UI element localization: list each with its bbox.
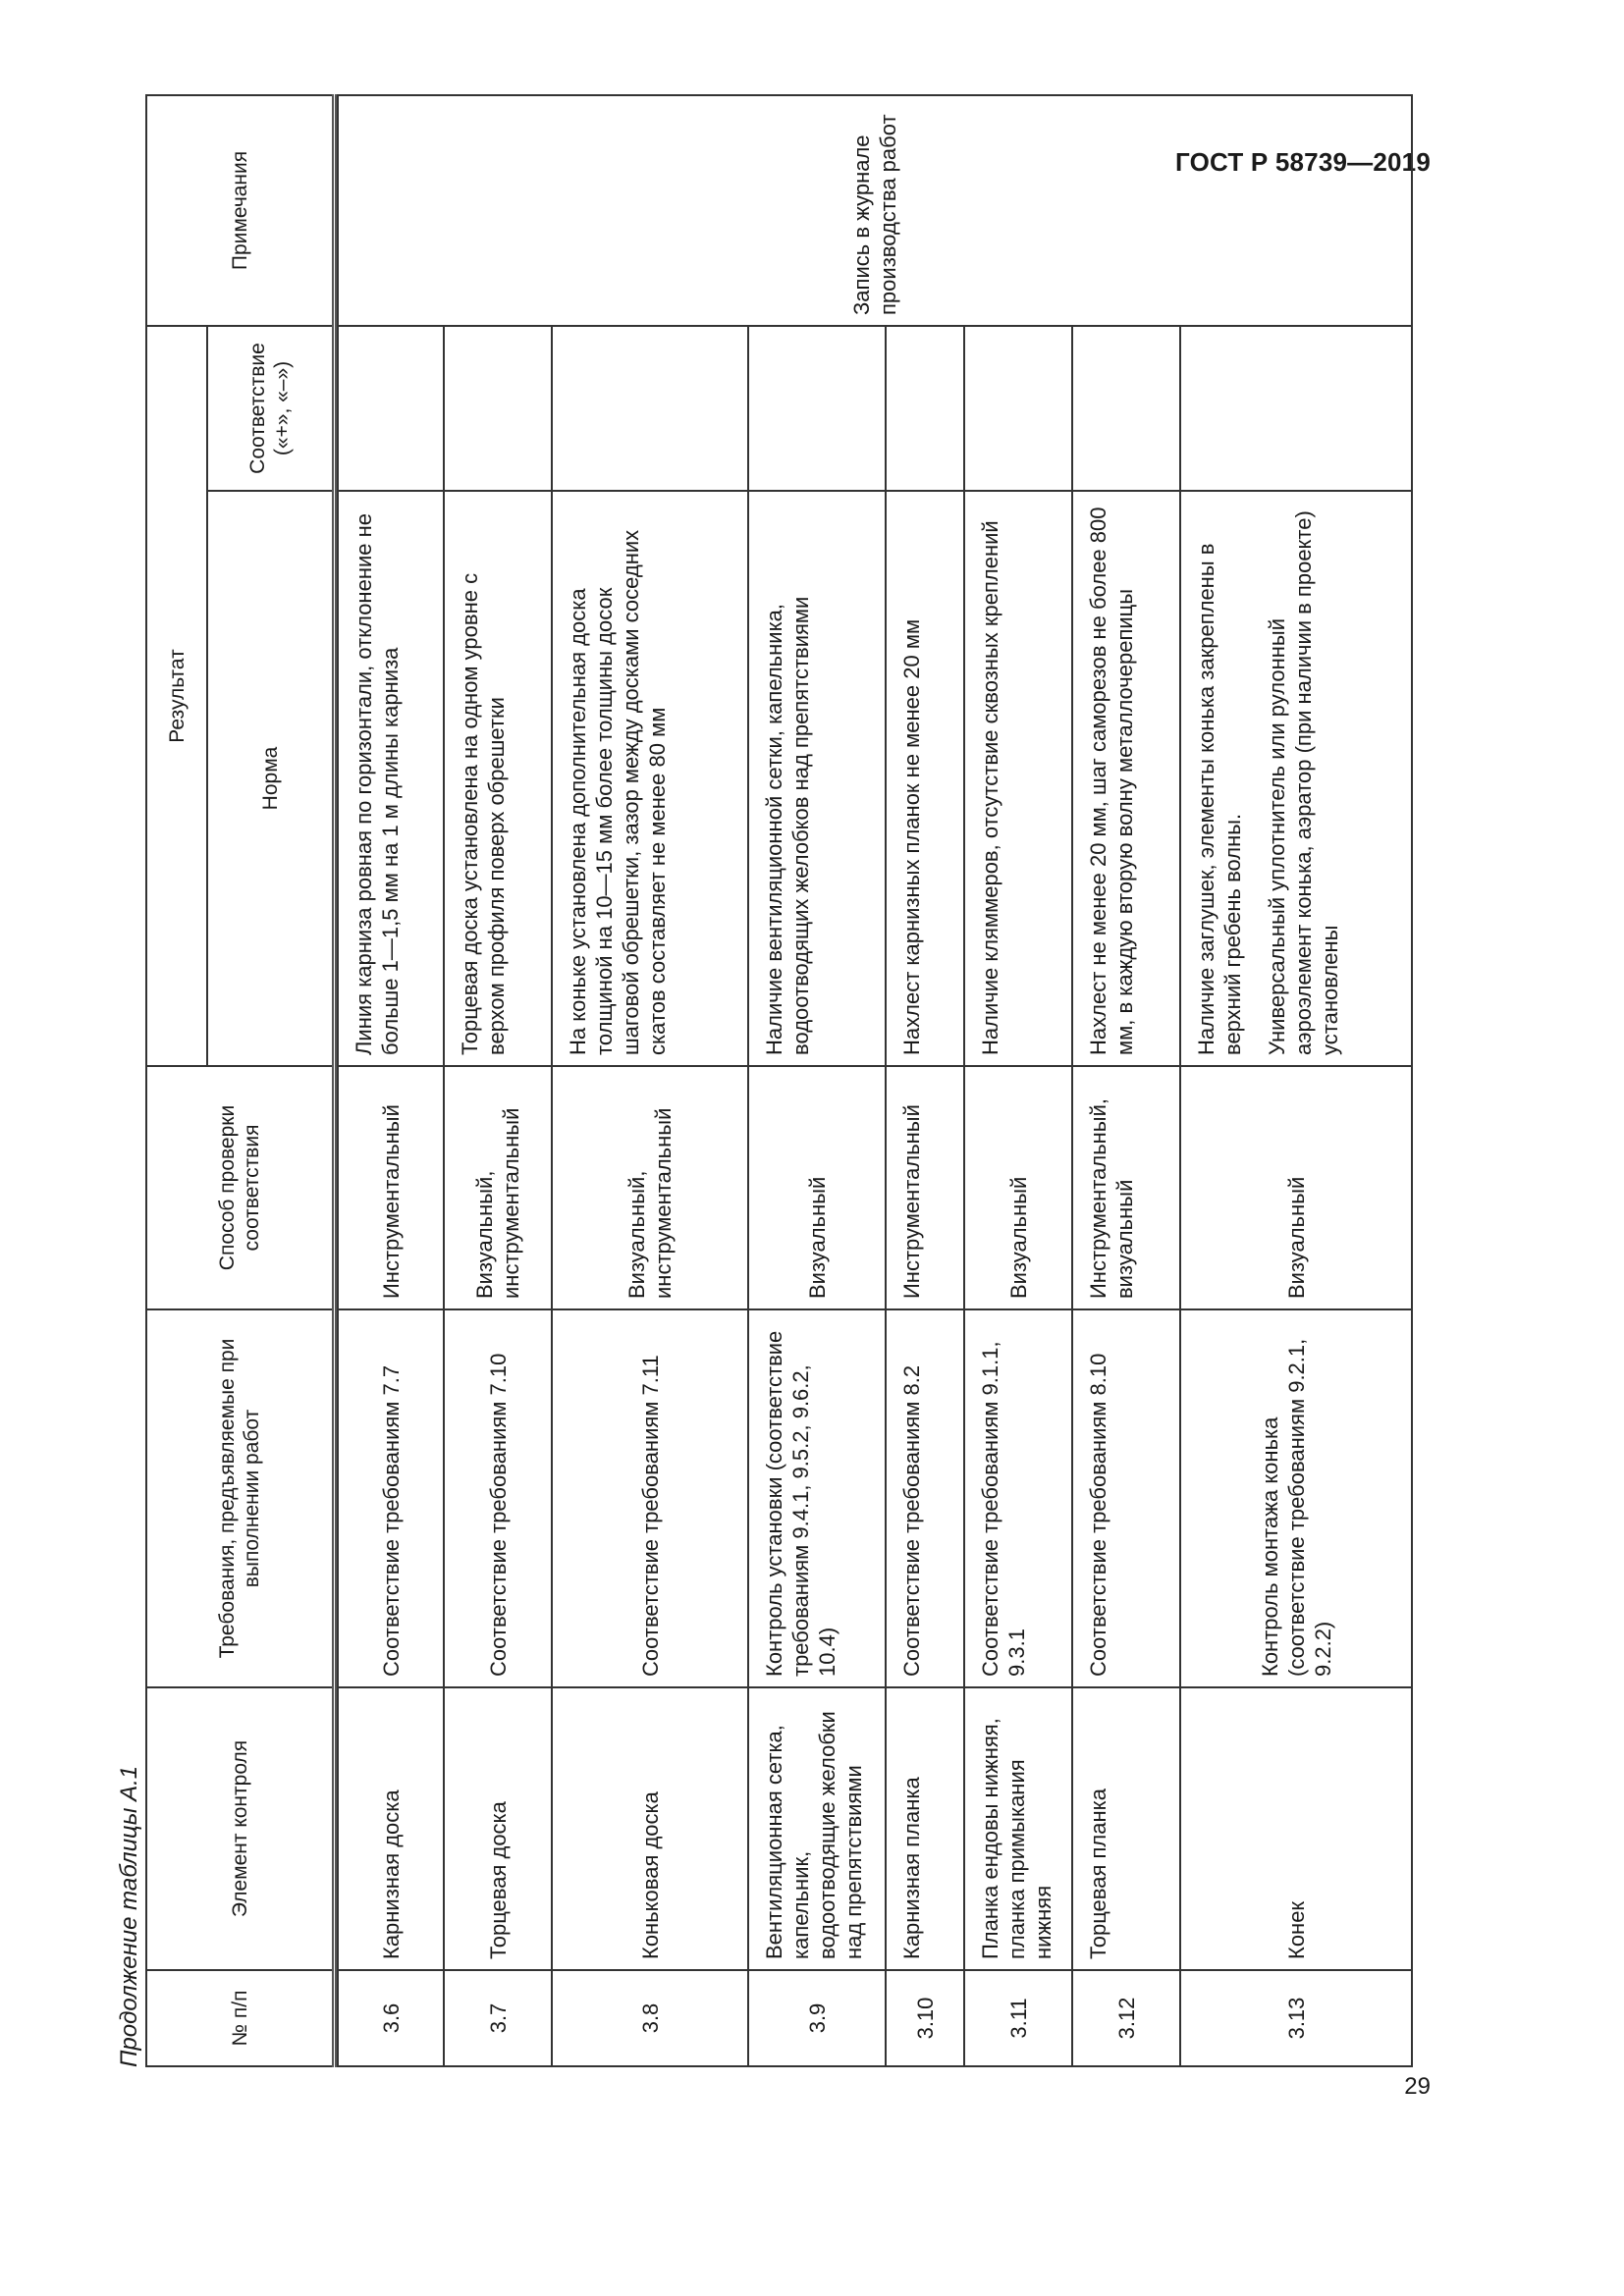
row-num: 3.8 (552, 1970, 748, 2066)
table-row (338, 95, 444, 2066)
row-element: Торцевая доска (444, 1687, 552, 1970)
row-element: Планка ендовы нижняя, планка примыкания нижняя (964, 1687, 1072, 1970)
row-num: 3.13 (1180, 1970, 1412, 2066)
page-number: 29 (1404, 2073, 1431, 2100)
row-requirements: Контроль монтажа конька (соответствие требованиям 9.2.1, 9.2.2) (1180, 1309, 1412, 1687)
header-num: № п/п (146, 1970, 335, 2066)
row-notes: Запись в журнале производства работ (338, 95, 1412, 326)
row-element: Коньковая доска (552, 1687, 748, 1970)
row-element: Торцевая планка (1072, 1687, 1180, 1970)
row-element: Конек (1180, 1687, 1412, 1970)
row-method: Визуальный (964, 1066, 1072, 1309)
row-method: Инструментальный, визуальный (1072, 1066, 1180, 1309)
row-element: Карнизная доска (338, 1687, 444, 1970)
header-conformity: Соответствие («+», «–») (207, 326, 335, 491)
row-requirements: Контроль установки (соответствие требованиям 9.4.1, 9.5.2, 9.6.2, 10.4) (748, 1309, 886, 1687)
row-norm: Торцевая доска установлена на одном уровне с верхом профиля поверх обрешетки (444, 491, 552, 1066)
header-result: Результат (146, 326, 207, 1066)
row-conformity (1180, 326, 1412, 491)
table-row (1072, 95, 1180, 2066)
row-method: Инструментальный (886, 1066, 964, 1309)
row-num: 3.6 (338, 1970, 444, 2066)
header-notes: Примечания (146, 95, 335, 326)
row-method: Визуальный (748, 1066, 886, 1309)
row-requirements: Соответствие требованиям 8.2 (886, 1309, 964, 1687)
row-conformity (338, 326, 444, 491)
row-norm: Нахлест карнизных планок не менее 20 мм (886, 491, 964, 1066)
table-row (552, 95, 748, 2066)
row-norm: Нахлест не менее 20 мм, шаг саморезов не более 800 мм, в каждую вторую волну металлочерепицы (1072, 491, 1180, 1066)
row-requirements: Соответствие требованиям 7.7 (338, 1309, 444, 1687)
table-row (964, 95, 1072, 2066)
row-norm: На коньке установлена дополнительная доска толщиной на 10—15 мм более толщины досок шаговой обрешетки, зазор между досками соседних скатов составляет не менее 80 мм (552, 491, 748, 1066)
table-row (1180, 95, 1412, 2066)
row-norm-extra: Универсальный уплотнитель или рулонный аэроэлемент конька, аэратор (при наличии в проекте) установлены (1265, 510, 1342, 1055)
table-row (444, 95, 552, 2066)
row-norm-cell (1180, 491, 1412, 1066)
row-norm: Наличие кляммеров, отсутствие сквозных креплений (964, 491, 1072, 1066)
row-requirements: Соответствие требованиям 9.1.1, 9.3.1 (964, 1309, 1072, 1687)
row-requirements: Соответствие требованиям 8.10 (1072, 1309, 1180, 1687)
row-conformity (964, 326, 1072, 491)
row-num: 3.11 (964, 1970, 1072, 2066)
header-norm: Норма (207, 491, 335, 1066)
row-conformity (444, 326, 552, 491)
row-num: 3.7 (444, 1970, 552, 2066)
row-element: Карнизная планка (886, 1687, 964, 1970)
row-requirements: Соответствие требованиям 7.10 (444, 1309, 552, 1687)
table-caption: Продолжение таблицы А.1 (116, 1765, 142, 2067)
row-num: 3.12 (1072, 1970, 1180, 2066)
row-method: Визуальный, инструментальный (552, 1066, 748, 1309)
header-requirements: Требования, предъявляемые при выполнении работ (146, 1309, 335, 1687)
row-num: 3.9 (748, 1970, 886, 2066)
header-element: Элемент контроля (146, 1687, 335, 1970)
row-method: Инструментальный (338, 1066, 444, 1309)
table-row (748, 95, 886, 2066)
table-row (886, 95, 964, 2066)
row-method: Визуальный (1180, 1066, 1412, 1309)
document-code: ГОСТ Р 58739—2019 (1175, 147, 1431, 177)
row-norm: Наличие заглушек, элементы конька закреплены в верхний гребень волны. (1194, 543, 1245, 1055)
row-conformity (1072, 326, 1180, 491)
control-table (145, 94, 1413, 2067)
row-method: Визуальный, инструментальный (444, 1066, 552, 1309)
row-conformity (886, 326, 964, 491)
row-requirements: Соответствие требованиям 7.11 (552, 1309, 748, 1687)
row-conformity (748, 326, 886, 491)
row-element: Вентиляционная сетка, капельник, водоотводящие желобки над препятствиями (748, 1687, 886, 1970)
header-method: Способ проверки соответствия (146, 1066, 335, 1309)
row-num: 3.10 (886, 1970, 964, 2066)
row-norm: Наличие вентиляционной сетки, капельника, водоотводящих желобков над препятствиями (748, 491, 886, 1066)
row-norm: Линия карниза ровная по горизонтали, отклонение не больше 1—1,5 мм на 1 м длины карниза (338, 491, 444, 1066)
row-conformity (552, 326, 748, 491)
